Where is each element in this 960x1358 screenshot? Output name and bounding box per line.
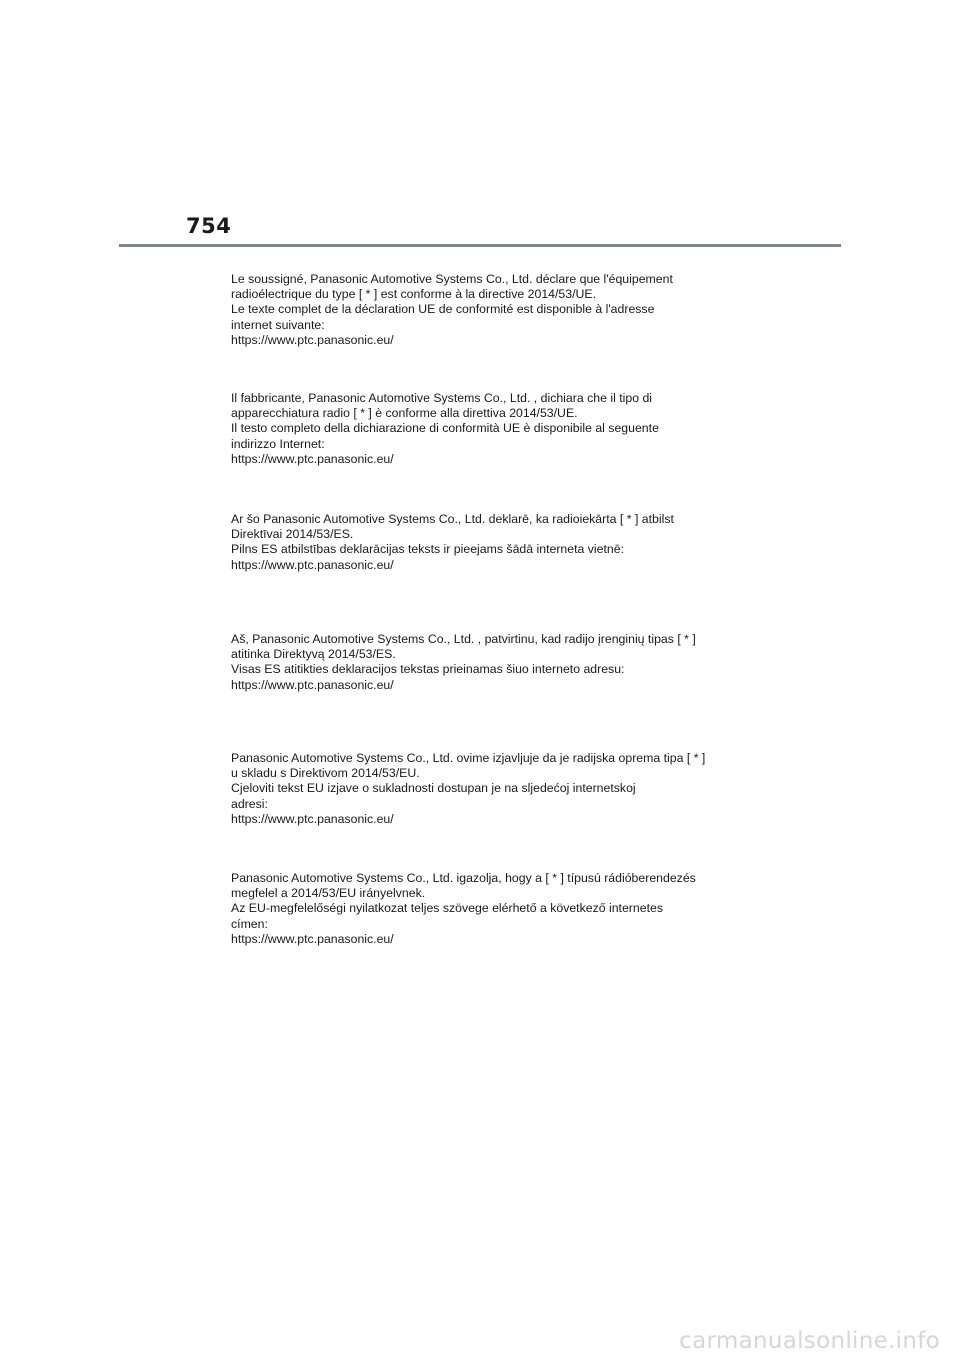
declaration-line: címen: (231, 916, 268, 931)
declaration-hu (231, 871, 751, 947)
declaration-url: https://www.ptc.panasonic.eu/ (231, 677, 394, 692)
declaration-lt (231, 632, 751, 693)
declaration-url: https://www.ptc.panasonic.eu/ (231, 557, 394, 572)
declaration-line: Panasonic Automotive Systems Co., Ltd. igazolja, hogy a [ * ] típusú rádióberendezés (231, 871, 696, 885)
declaration-line: apparecchiatura radio [ * ] è conforme alla direttiva 2014/53/UE. (231, 406, 578, 421)
declaration-line: radioélectrique du type [ * ] est conforme à la directive 2014/53/UE. (231, 287, 597, 302)
declaration-url: https://www.ptc.panasonic.eu/ (231, 811, 394, 826)
page-number: 754 (186, 214, 232, 238)
declaration-line: Aš, Panasonic Automotive Systems Co., Ltd. , patvirtinu, kad radijo įrenginių tipas [ * ] (231, 632, 696, 646)
declaration-it (231, 391, 751, 467)
declaration-line: Le texte complet de la déclaration UE de conformité est disponible à l'adresse (231, 302, 655, 317)
declaration-lv (231, 512, 751, 573)
declaration-line: Visas ES atitikties deklaracijos tekstas prieinamas šiuo interneto adresu: (231, 662, 625, 677)
declaration-hr (231, 751, 751, 827)
site-watermark: carmanualsonline.info (679, 1328, 940, 1354)
declaration-line: Direktīvai 2014/53/ES. (231, 527, 354, 542)
declaration-line: Panasonic Automotive Systems Co., Ltd. ovime izjavljuje da je radijska oprema tipa [ * ] (231, 751, 706, 765)
declaration-line: Az EU-megfelelőségi nyilatkozat teljes szövege elérhető a következő internetes (231, 901, 663, 916)
declaration-fr (231, 272, 751, 348)
declaration-line: Cjeloviti tekst EU izjave o sukladnosti dostupan je na sljedećoj internetskoj (231, 781, 636, 796)
declaration-line: megfelel a 2014/53/EU irányelvnek. (231, 886, 426, 901)
declaration-line: Le soussigné, Panasonic Automotive Systems Co., Ltd. déclare que l'équipement (231, 272, 673, 286)
declaration-line: internet suivante: (231, 317, 325, 332)
declaration-url: https://www.ptc.panasonic.eu/ (231, 332, 394, 347)
declaration-line: adresi: (231, 796, 268, 811)
declaration-line: Il fabbricante, Panasonic Automotive Systems Co., Ltd. , dichiara che il tipo di (231, 391, 653, 405)
declaration-url: https://www.ptc.panasonic.eu/ (231, 451, 394, 466)
declaration-line: u skladu s Direktivom 2014/53/EU. (231, 766, 420, 781)
declaration-line: Ar šo Panasonic Automotive Systems Co., Ltd. deklarē, ka radioiekārta [ * ] atbilst (231, 512, 674, 526)
declaration-line: Pilns ES atbilstības deklarācijas teksts ir pieejams šādā interneta vietnē: (231, 542, 625, 557)
declaration-url: https://www.ptc.panasonic.eu/ (231, 931, 394, 946)
declaration-line: atitinka Direktyvą 2014/53/ES. (231, 647, 396, 662)
declaration-line: indirizzo Internet: (231, 436, 325, 451)
header-divider (119, 244, 841, 247)
declaration-line: Il testo completo della dichiarazione di conformità UE è disponibile al seguente (231, 421, 659, 436)
